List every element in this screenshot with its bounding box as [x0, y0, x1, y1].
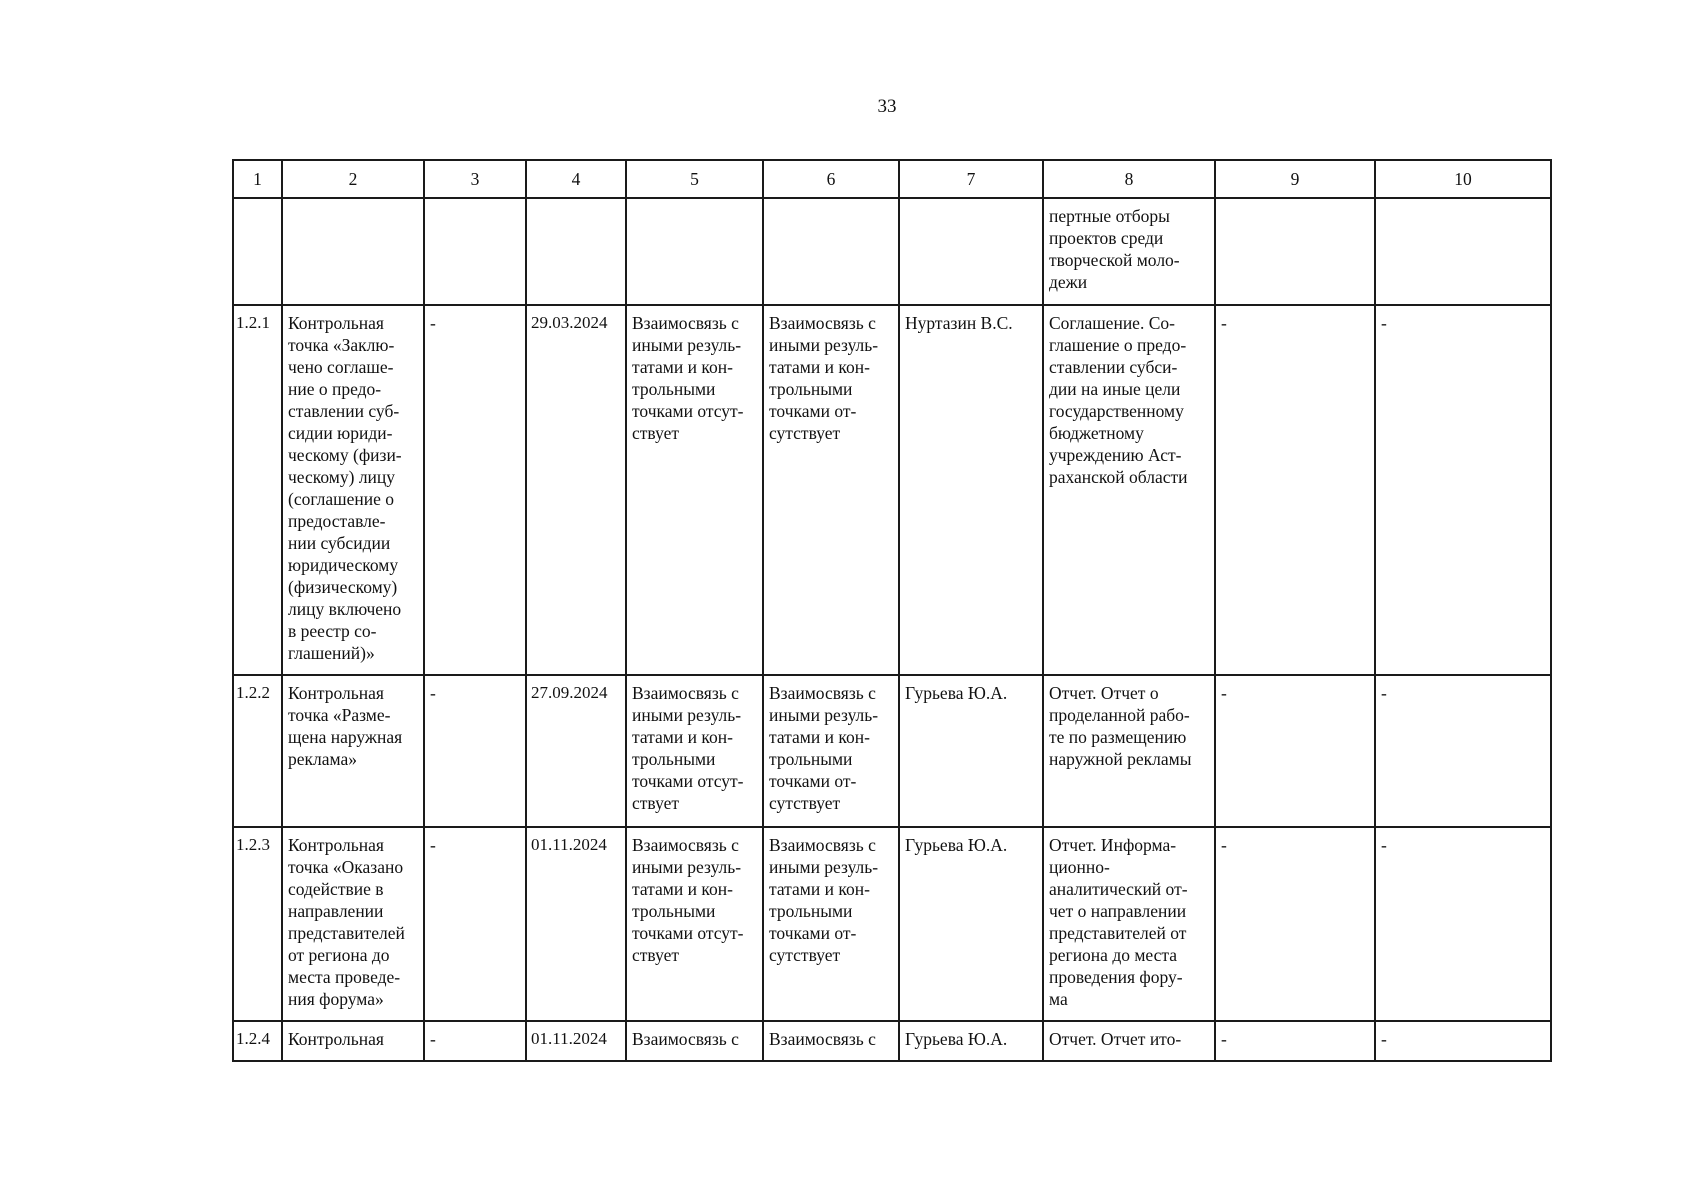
text-line: ния форума» [288, 989, 384, 1009]
text-line: те по размещению [1049, 727, 1187, 747]
continuation-row [233, 198, 1551, 305]
text-line: в реестр со- [288, 621, 377, 641]
text-line: точками от- [769, 923, 857, 943]
deadline-date: 01.11.2024 [526, 1021, 626, 1061]
text-line: иными резуль- [769, 335, 879, 355]
text-line: ставлении суб- [288, 401, 400, 421]
col6-relation [763, 305, 899, 675]
text-line: Отчет. Отчет о [1049, 683, 1159, 703]
text-line: иными резуль- [632, 857, 742, 877]
column-header-8: 8 [1043, 160, 1215, 198]
text-line: Взаимосвязь с [632, 313, 739, 333]
text-line: точка «Заклю- [288, 335, 395, 355]
text-line: ческому (физи- [288, 445, 402, 465]
text-line: Контрольная [288, 835, 384, 855]
text-line: представителей [288, 923, 405, 943]
text-line: содействие в [288, 879, 384, 899]
text-line: татами и кон- [632, 879, 733, 899]
text-line: предоставле- [288, 511, 386, 531]
text-line: нии субсидии [288, 533, 391, 553]
text-line: пертные отборы [1049, 206, 1170, 226]
text-line: от региона до [288, 945, 390, 965]
text-line: аналитический от- [1049, 879, 1188, 899]
row-number: 1.2.1 [233, 305, 282, 675]
col3-value: - [424, 675, 526, 827]
column-header-2: 2 [282, 160, 424, 198]
text-line: трольными [769, 379, 853, 399]
text-line: татами и кон- [632, 727, 733, 747]
text-line: трольными [769, 749, 853, 769]
text-line: Взаимосвязь с [632, 835, 739, 855]
text-line: чет о направлении [1049, 901, 1187, 921]
text-line: Взаимосвязь с [632, 683, 739, 703]
text-line: иными резуль- [632, 705, 742, 725]
text-line: татами и кон- [769, 727, 870, 747]
text-line: ставлении субси- [1049, 357, 1178, 377]
text-line: точками отсут- [632, 401, 744, 421]
text-line: учреждению Аст- [1049, 445, 1182, 465]
text-line: глашений)» [288, 643, 375, 663]
result-document [1043, 675, 1215, 827]
col9-value: - [1215, 305, 1375, 675]
page-number: 33 [877, 96, 897, 117]
deadline-date: 29.03.2024 [526, 305, 626, 675]
text-line: татами и кон- [632, 357, 733, 377]
text-line: направлении [288, 901, 384, 921]
text-line: точка «Разме- [288, 705, 391, 725]
text-line: творческой моло- [1049, 250, 1180, 270]
header-row [233, 160, 1551, 198]
text-line: проектов среди [1049, 228, 1164, 248]
text-line: ствует [632, 793, 680, 813]
text-line: иными резуль- [632, 335, 742, 355]
control-point-name [282, 675, 424, 827]
col10-value: - [1375, 305, 1551, 675]
result-document [1043, 1021, 1215, 1061]
col10-value: - [1375, 827, 1551, 1021]
continuation-result-cell [1043, 198, 1215, 305]
text-line: ческому) лицу [288, 467, 396, 487]
text-line: раханской области [1049, 467, 1188, 487]
col6-relation [763, 675, 899, 827]
text-line: Взаимосвязь с [769, 835, 876, 855]
row-number: 1.2.4 [233, 1021, 282, 1061]
table-row [233, 675, 1551, 827]
responsible-person: Гурьева Ю.А. [899, 827, 1043, 1021]
text-line: Взаимосвязь с [632, 1029, 739, 1049]
column-header-3: 3 [424, 160, 526, 198]
text-line: точками отсут- [632, 923, 744, 943]
column-header-7: 7 [899, 160, 1043, 198]
col5-relation [626, 827, 763, 1021]
text-line: Контрольная [288, 313, 384, 333]
text-line: места проведе- [288, 967, 401, 987]
text-line: точками от- [769, 401, 857, 421]
responsible-person: Гурьева Ю.А. [899, 1021, 1043, 1061]
text-line: реклама» [288, 749, 357, 769]
text-line: сутствует [769, 423, 841, 443]
col5-relation [626, 1021, 763, 1061]
text-line: Контрольная [288, 1029, 384, 1049]
text-line: трольными [769, 901, 853, 921]
col10-value: - [1375, 1021, 1551, 1061]
text-line: Отчет. Информа- [1049, 835, 1177, 855]
col5-relation [626, 305, 763, 675]
responsible-person: Нуртазин В.С. [899, 305, 1043, 675]
col5-relation [626, 675, 763, 827]
result-document [1043, 827, 1215, 1021]
deadline-date: 27.09.2024 [526, 675, 626, 827]
table-row [233, 305, 1551, 675]
text-line: (соглашение о [288, 489, 394, 509]
text-line: (физическому) [288, 577, 398, 597]
text-line: чено соглаше- [288, 357, 394, 377]
control-points-table [232, 159, 1552, 1062]
col6-relation [763, 1021, 899, 1061]
text-line: Контрольная [288, 683, 384, 703]
text-line: иными резуль- [769, 857, 879, 877]
col3-value: - [424, 827, 526, 1021]
text-line: иными резуль- [769, 705, 879, 725]
text-line: бюджетному [1049, 423, 1144, 443]
text-line: проделанной рабо- [1049, 705, 1190, 725]
column-header-6: 6 [763, 160, 899, 198]
text-line: глашение о предо- [1049, 335, 1187, 355]
text-line: щена наружная [288, 727, 403, 747]
text-line: трольными [632, 749, 716, 769]
text-line: татами и кон- [769, 879, 870, 899]
text-line: трольными [632, 901, 716, 921]
text-line: точками отсут- [632, 771, 744, 791]
responsible-person: Гурьева Ю.А. [899, 675, 1043, 827]
column-header-5: 5 [626, 160, 763, 198]
column-header-9: 9 [1215, 160, 1375, 198]
text-line: Отчет. Отчет ито- [1049, 1029, 1182, 1049]
text-line: юридическому [288, 555, 399, 575]
row-number: 1.2.2 [233, 675, 282, 827]
row-number: 1.2.3 [233, 827, 282, 1021]
col9-value: - [1215, 1021, 1375, 1061]
text-line: ционно- [1049, 857, 1110, 877]
col9-value: - [1215, 675, 1375, 827]
text-line: ствует [632, 945, 680, 965]
column-header-10: 10 [1375, 160, 1551, 198]
text-line: сидии юриди- [288, 423, 393, 443]
control-point-name [282, 827, 424, 1021]
col3-value: - [424, 1021, 526, 1061]
text-line: ствует [632, 423, 680, 443]
text-line: сутствует [769, 945, 841, 965]
text-line: Взаимосвязь с [769, 1029, 876, 1049]
control-point-name [282, 1021, 424, 1061]
text-line: лицу включено [288, 599, 402, 619]
result-document [1043, 305, 1215, 675]
column-header-1: 1 [233, 160, 282, 198]
text-line: дии на иные цели [1049, 379, 1181, 399]
col6-relation [763, 827, 899, 1021]
text-line: государственному [1049, 401, 1184, 421]
col9-value: - [1215, 827, 1375, 1021]
text-line: Соглашение. Со- [1049, 313, 1175, 333]
text-line: Взаимосвязь с [769, 683, 876, 703]
text-line: ма [1049, 989, 1068, 1009]
col3-value: - [424, 305, 526, 675]
text-line: дежи [1049, 272, 1088, 292]
text-line: сутствует [769, 793, 841, 813]
text-line: региона до места [1049, 945, 1178, 965]
table-row [233, 827, 1551, 1021]
text-line: трольными [632, 379, 716, 399]
text-line: ние о предо- [288, 379, 382, 399]
text-line: наружной рекламы [1049, 749, 1192, 769]
table-row [233, 1021, 1551, 1061]
col10-value: - [1375, 675, 1551, 827]
text-line: Взаимосвязь с [769, 313, 876, 333]
column-header-4: 4 [526, 160, 626, 198]
control-point-name [282, 305, 424, 675]
deadline-date: 01.11.2024 [526, 827, 626, 1021]
text-line: татами и кон- [769, 357, 870, 377]
text-line: проведения фору- [1049, 967, 1183, 987]
text-line: точками от- [769, 771, 857, 791]
text-line: точка «Оказано [288, 857, 404, 877]
text-line: представителей от [1049, 923, 1187, 943]
